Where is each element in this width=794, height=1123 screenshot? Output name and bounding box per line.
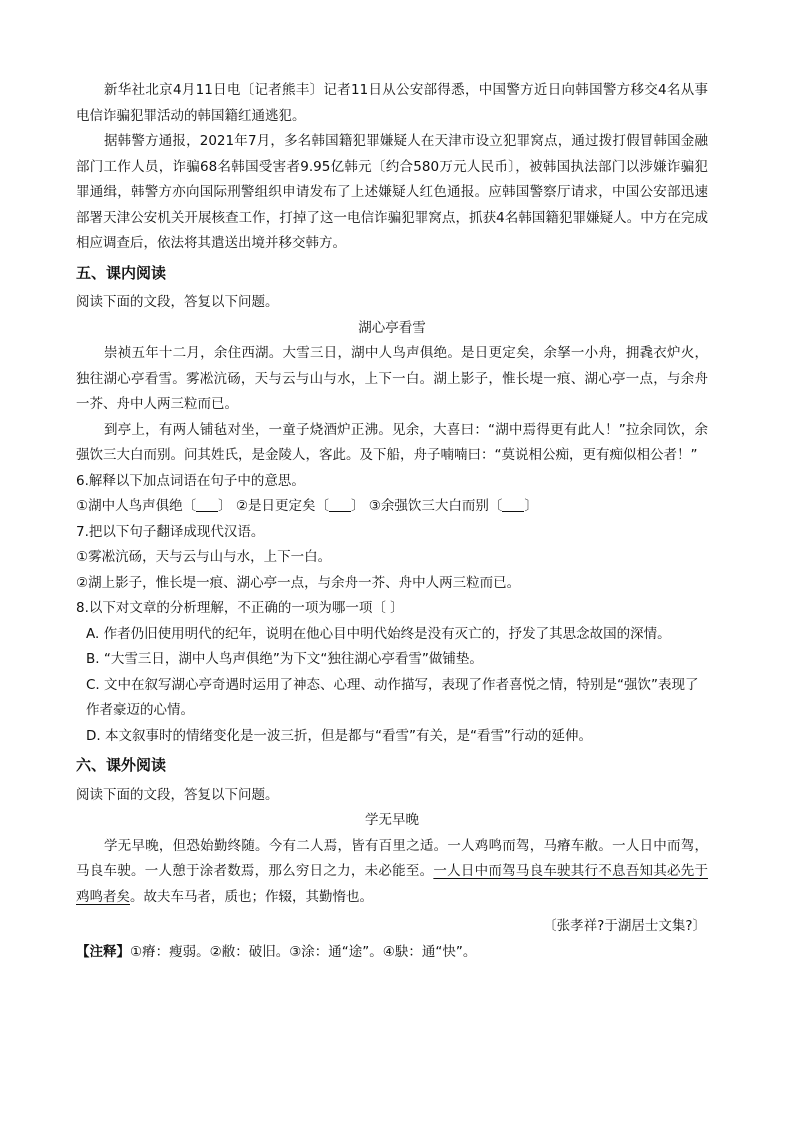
question-8-stem: 8.以下对文章的分析理解，不正确的一项为哪一项〔 〕: [76, 600, 404, 616]
section-six-heading: 六、课外阅读: [76, 756, 167, 774]
answer-blank-2[interactable]: [329, 497, 351, 512]
question-8-option-c: C. 文中在叙写湖心亭奇遇时运用了神态、心理、动作描写，表现了作者喜悦之情，特别是“强饮”表现了作者豪迈的心情。: [86, 676, 699, 718]
annotation-notes: 【注释】①瘠：瘦弱。②敝：破旧。③涂：通“途”。④駃：通“快”。: [76, 943, 477, 960]
underlined-sentence: 一人日中而驾马良车驶其行不息吾知其必先于鸡鸣者矣: [76, 863, 709, 905]
question-7-stem: 7.把以下句子翻译成现代汉语。: [76, 523, 265, 540]
question-7-sentence-2: ②湖上影子，惟长堤一痕、湖心亭一点，与余舟一芥、舟中人两三粒而已。: [76, 574, 521, 591]
question-7-sentence-1: ①雾凇沆砀，天与云与山与水，上下一白。: [76, 549, 332, 565]
question-8-option-d: D. 本文叙事时的情绪变化是一波三折，但是都与“看雪”有关，是“看雪”行动的延伸。: [86, 727, 592, 744]
question-6-items: ①湖中人鸟声俱绝〔 〕 ②是日更定矣〔 〕 ③余强饮三大白而别〔 〕: [76, 498, 538, 514]
section-six-intro: 阅读下面的文段，答复以下问题。: [76, 786, 279, 803]
question-6-stem: 6.解释以下加点词语在句子中的意思。: [76, 472, 305, 489]
question-8-option-b: B. “大雪三日，湖中人鸟声俱绝”为下文“独往湖心亭看雪”做铺垫。: [86, 651, 483, 667]
section-five-heading: 五、课内阅读: [76, 263, 167, 282]
passage-source: 〔张孝祥?于湖居士文集?〕: [543, 918, 706, 934]
passage-paragraph-1: 崇祯五年十二月，余住西湖。大雪三日，湖中人鸟声俱绝。是日更定矣，余拏一小舟，拥毳衣炉火，独往湖心亭看雪。雾凇沆砀，天与云与山与水，上下一白。湖上影子，惟长堤一痕、湖心亭一点，与余舟一芥、舟中人两三粒而已。: [76, 345, 708, 412]
passage-paragraph-2: 到亭上，有两人铺毡对坐，一童子烧酒炉正沸。见余，大喜曰：“湖中焉得更有此人！”拉余同饮，余强饮三大白而别。问其姓氏，是金陵人，客此。及下船，舟子喃喃曰：“莫说相公痴，更有痴似相公者！”: [76, 421, 708, 463]
answer-blank-1[interactable]: [196, 497, 218, 512]
news-paragraph-2: 据韩警方通报，2021年7月，多名韩国籍犯罪嫌疑人在天津市设立犯罪窝点，通过拨打假冒韩国金融部门工作人员，诈骗68名韩国受害者9.95亿韩元〔约合580万元人民币〕，被韩国执法部门以涉嫌诈骗犯罪通缉，韩警方亦向国际刑警组织申请发布了上述嫌疑人红色通报。应韩国警察厅请求，中国公安部迅速部署天津公安机关开展核查工作，打掉了这一电信诈骗犯罪窝点，抓获4名韩国籍犯罪嫌疑人。中方在完成相应调查后，依法将其遣送出境并移交韩方。: [76, 133, 708, 251]
passage-title-xue-wu-zao-wan: 学无早晚: [365, 812, 419, 828]
news-paragraph-1: 新华社北京4月11日电〔记者熊丰〕记者11日从公安部得悉，中国警方近日向韩国警方移交4名从事电信诈骗犯罪活动的韩国籍红通逃犯。: [76, 82, 708, 124]
answer-blank-3[interactable]: [502, 497, 524, 512]
section-five-intro: 阅读下面的文段，答复以下问题。: [76, 294, 279, 310]
passage-title-hu-xin-ting: 湖心亭看雪: [358, 319, 426, 336]
question-8-option-a: A. 作者仍旧使用明代的纪年，说明在他心目中明代始终是没有灭亡的，抒发了其思念故国的深情。: [86, 625, 671, 642]
extra-passage-paragraph: 学无早晚，但恐始勤终随。今有二人焉，皆有百里之适。一人鸡鸣而驾，马瘠车敝。一人日中而驾，马良车驶。一人憩于涂者数焉，那么穷日之力，未必能至。一人日中而驾马良车驶其行不息吾知其必先于鸡鸣者矣。故夫车马者，质也；作辍，其勤惰也。: [76, 837, 709, 905]
